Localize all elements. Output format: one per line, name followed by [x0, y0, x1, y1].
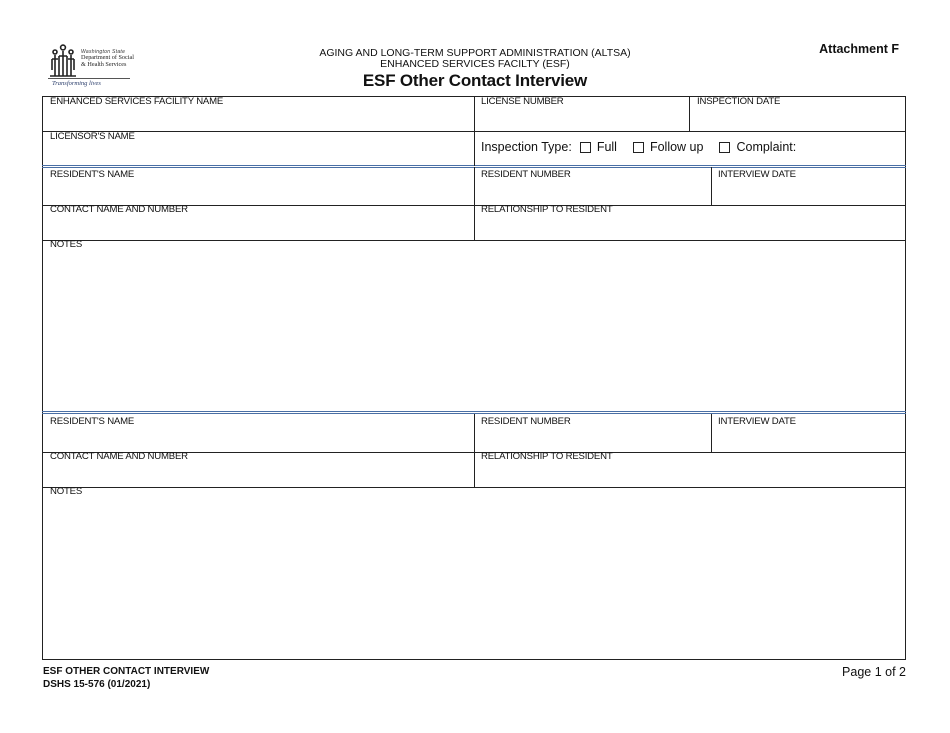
interview-date-field[interactable]: INTERVIEW DATE	[718, 169, 796, 180]
inspection-date-field[interactable]: INSPECTION DATE	[697, 96, 781, 107]
column-divider	[689, 96, 690, 131]
logo-tagline: Transforming lives	[52, 80, 101, 87]
attachment-label: Attachment F	[819, 42, 899, 56]
column-divider	[711, 167, 712, 205]
inspection-complaint-option[interactable]: Complaint:	[719, 140, 796, 154]
footer-form-number: DSHS 15-576 (01/2021)	[43, 679, 151, 690]
inspection-follow-up-option[interactable]: Follow up	[633, 140, 704, 154]
inspection-type-group	[481, 140, 796, 154]
inspection-full-option[interactable]: Full	[580, 140, 617, 154]
column-divider	[474, 167, 475, 240]
checkbox-icon[interactable]	[580, 142, 591, 153]
logo-state: Washington State	[81, 49, 126, 55]
resident-number-field[interactable]: RESIDENT NUMBER	[481, 416, 571, 427]
contact-name-number-field[interactable]: CONTACT NAME AND NUMBER	[50, 204, 188, 215]
resident-name-field[interactable]: RESIDENT'S NAME	[50, 169, 135, 180]
interview-date-field[interactable]: INTERVIEW DATE	[718, 416, 796, 427]
row-divider	[42, 487, 906, 488]
licensor-name-field[interactable]: LICENSOR'S NAME	[50, 131, 135, 142]
relationship-field[interactable]: RELATIONSHIP TO RESIDENT	[481, 204, 613, 215]
column-divider	[474, 96, 475, 166]
contact-name-number-field[interactable]: CONTACT NAME AND NUMBER	[50, 451, 188, 462]
page-title: ESF Other Contact Interview	[362, 71, 588, 90]
checkbox-icon[interactable]	[633, 142, 644, 153]
notes-field[interactable]: NOTES	[50, 239, 83, 250]
footer-form-name: ESF OTHER CONTACT INTERVIEW	[43, 666, 210, 677]
resident-name-field[interactable]: RESIDENT'S NAME	[50, 416, 135, 427]
column-divider	[711, 414, 712, 452]
logo-agency: Department of Social & Health Services	[81, 54, 134, 68]
facility-name-field[interactable]: ENHANCED SERVICES FACILITY NAME	[50, 96, 224, 107]
relationship-field[interactable]: RELATIONSHIP TO RESIDENT	[481, 451, 613, 462]
inspection-type-label: Inspection Type:	[481, 140, 572, 154]
column-divider	[474, 414, 475, 487]
resident-number-field[interactable]: RESIDENT NUMBER	[481, 169, 571, 180]
facility-type-heading: ENHANCED SERVICES FACILTY (ESF)	[380, 58, 570, 70]
row-divider	[42, 240, 906, 241]
license-number-field[interactable]: LICENSE NUMBER	[481, 96, 564, 107]
checkbox-icon[interactable]	[719, 142, 730, 153]
page-number: Page 1 of 2	[842, 665, 906, 679]
notes-field[interactable]: NOTES	[50, 486, 83, 497]
administration-heading: AGING AND LONG-TERM SUPPORT ADMINISTRATION (ALTSA)	[319, 47, 631, 59]
